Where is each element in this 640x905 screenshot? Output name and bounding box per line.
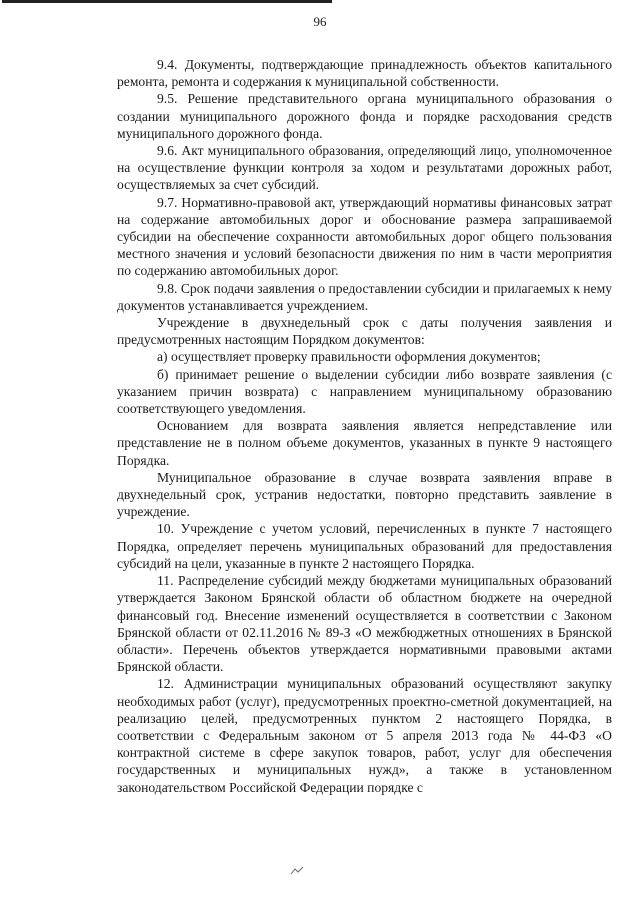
paragraph-9-4: 9.4. Документы, подтверждающие принадлежность объектов капитального ремонта, ремонта и содержания к муниципальной собственности. (117, 57, 612, 90)
paragraph-review-deadline: Учреждение в двухнедельный срок с даты получения заявления и предусмотренных настоящим Порядком документов: (117, 315, 612, 348)
top-border-line (2, 0, 332, 3)
scan-artifact-mark (290, 866, 304, 876)
page-number: 96 (313, 14, 327, 29)
paragraph-9-8: 9.8. Срок подачи заявления о предоставлении субсидии и прилагаемых к нему документов устанавливается учреждением. (117, 280, 612, 313)
document-body (117, 56, 612, 796)
paragraph-10: 10. Учреждение с учетом условий, перечисленных в пункте 7 настоящего Порядка, определяет перечень муниципальных образований для предоставления субсидий на цели, указанные в пункте 2 настоящего Порядка. (117, 521, 612, 571)
paragraph-11: 11. Распределение субсидий между бюджетами муниципальных образований утверждается Законом Брянской области об областном бюджете на очередной финансовый год. Внесение изменений осуществляется в соответствии с Законом Брянской области от 02.11.2016 № 89-З «О межбюджетных отношениях в Брянской области». Перечень объектов утверждается нормативными правовыми актами Брянской области. (117, 573, 612, 675)
paragraph-return-grounds: Основанием для возврата заявления является непредставление или представление не в полном объеме документов, указанных в пункте 9 настоящего Порядка. (117, 418, 612, 468)
paragraph-9-6: 9.6. Акт муниципального образования, определяющий лицо, уполномоченное на осуществление функции контроля за ходом и результатами дорожных работ, осуществляемых за счет субсидий. (117, 143, 612, 193)
paragraph-9-7: 9.7. Нормативно-правовой акт, утверждающий нормативы финансовых затрат на содержание автомобильных дорог и обоснование размера запрашиваемой субсидии на обеспечение сохранности автомобильных дорог общего пользования местного значения и условий безопасности движения по ним в части мероприятия по содержанию автомобильных дорог. (117, 194, 612, 279)
list-item-b: б) принимает решение о выделении субсидии либо возврате заявления (с указанием причин возврата) с направлением муниципальному образованию соответствующего уведомления. (117, 366, 612, 417)
paragraph-resubmission: Муниципальное образование в случае возврата заявления вправе в двухнедельный срок, устранив недостатки, повторно представить заявление в учреждение. (117, 469, 612, 520)
paragraph-9-5: 9.5. Решение представительного органа муниципального образования о создании муниципального дорожного фонда и порядке расходования средств муниципального дорожного фонда. (117, 91, 612, 141)
paragraph-12: 12. Администрации муниципальных образований осуществляют закупку необходимых работ (услуг), предусмотренных проектно-сметной документацией, на реализацию целей, предусмотренных пунктом 2 настоящего Порядка, в соответствии с Федеральным законом от 5 апреля 2013 года № 44-ФЗ «О контрактной системе в сфере закупок товаров, работ, услуг для обеспечения государственных и муниципальных нужд», а также в установленном законодательством Российской Федерации порядке с (117, 676, 612, 795)
list-item-a: а) осуществляет проверку правильности оформления документов; (157, 349, 541, 365)
